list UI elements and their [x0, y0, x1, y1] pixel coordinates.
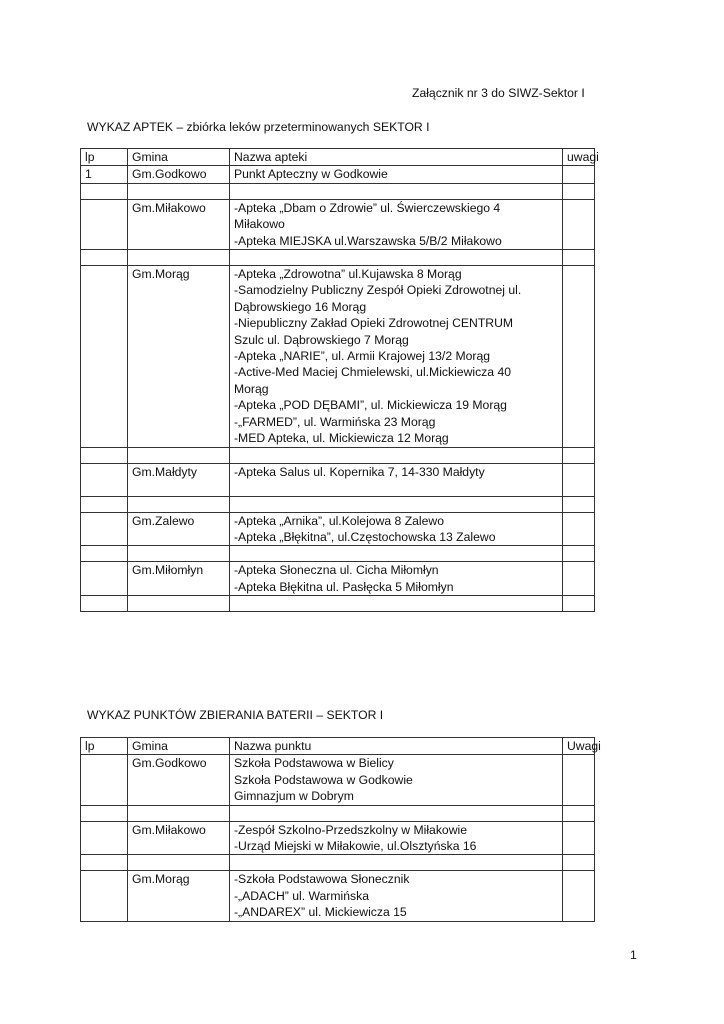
- spacer-row: [81, 855, 595, 871]
- gmina-cell: [128, 447, 230, 463]
- header-lp: lp: [81, 738, 128, 755]
- notes-cell: [563, 755, 595, 805]
- name-cell: [230, 447, 563, 463]
- pharmacy-table: [80, 148, 599, 612]
- entry-line: Dąbrowskiego 16 Morąg: [234, 299, 367, 314]
- header-gmina: Gmina: [128, 738, 230, 755]
- notes-cell: [563, 871, 595, 921]
- notes-cell: [563, 496, 595, 512]
- gmina-cell: [128, 183, 230, 199]
- entry-line: -Apteka Słoneczna ul. Cicha Miłomłyn: [234, 563, 439, 578]
- gmina-cell: [128, 496, 230, 512]
- lp-cell: [81, 199, 128, 249]
- notes-cell: [563, 596, 595, 612]
- entry-line: -Urząd Miejski w Miłakowie, ul.Olsztyńska 16: [234, 839, 477, 854]
- entry-line: -Niepubliczny Zakład Opieki Zdrowotnej CENTRUM: [234, 316, 514, 331]
- name-cell: [230, 821, 563, 855]
- notes-cell: [563, 183, 595, 199]
- entry-line: Szulc ul. Dąbrowskiego 7 Morąg: [234, 332, 409, 347]
- lp-cell: [81, 596, 128, 612]
- lp-cell: [81, 821, 128, 855]
- notes-cell: [563, 199, 595, 249]
- table-row: [81, 266, 595, 447]
- gmina-cell: Gm.Małdyty: [128, 463, 230, 496]
- header-gmina: Gmina: [128, 149, 230, 166]
- entry-line: -Samodzielny Publiczny Zespół Opieki Zdrowotnej ul.: [234, 283, 522, 298]
- entry-line: -„ANDAREX” ul. Mickiewicza 15: [234, 905, 407, 920]
- entry-line: -„ADACH” ul. Warmińska: [234, 888, 369, 903]
- name-cell: [230, 546, 563, 562]
- entry-line: -Apteka Błękitna ul. Pasłęcka 5 Miłomłyn: [234, 579, 454, 594]
- table-row: [81, 166, 595, 183]
- pharmacy-list-title: WYKAZ APTEK – zbiórka leków przeterminowanych SEKTOR I: [87, 120, 430, 134]
- name-cell: [230, 871, 563, 921]
- entry-line: -Apteka „POD DĘBAMI”, ul. Mickiewicza 19 Morąg: [234, 398, 507, 413]
- lp-cell: [81, 871, 128, 921]
- lp-cell: [81, 183, 128, 199]
- lp-cell: 1: [81, 166, 128, 183]
- lp-cell: [81, 266, 128, 447]
- lp-cell: [81, 805, 128, 821]
- gmina-cell: [128, 596, 230, 612]
- entry-line: Szkoła Podstawowa w Godkowie: [234, 772, 413, 787]
- header-notes: Uwagi: [563, 738, 595, 755]
- entry-line: -Szkoła Podstawowa Słonecznik: [234, 872, 410, 887]
- notes-cell: [563, 463, 595, 496]
- spacer-row: [81, 447, 595, 463]
- name-cell: [230, 496, 563, 512]
- entry-line: -Zespół Szkolno-Przedszkolny w Miłakowie: [234, 822, 467, 837]
- table-row: [81, 755, 595, 805]
- gmina-cell: Gm.Zalewo: [128, 512, 230, 546]
- battery-points-table: [80, 737, 601, 922]
- gmina-cell: [128, 250, 230, 266]
- notes-cell: [563, 821, 595, 855]
- name-cell: [230, 250, 563, 266]
- name-cell: [230, 805, 563, 821]
- lp-cell: [81, 755, 128, 805]
- name-cell: [230, 463, 563, 496]
- lp-cell: [81, 447, 128, 463]
- table-row: [81, 512, 595, 546]
- name-cell: [230, 183, 563, 199]
- entry-line: -„FARMED”, ul. Warmińska 23 Morąg: [234, 414, 436, 429]
- lp-cell: [81, 250, 128, 266]
- table-header-row: [81, 738, 595, 755]
- entry-line: Szkoła Podstawowa w Bielicy: [234, 756, 394, 771]
- lp-cell: [81, 546, 128, 562]
- spacer-row: [81, 496, 595, 512]
- gmina-cell: Gm.Morąg: [128, 266, 230, 447]
- entry-line: Morąg: [234, 381, 269, 396]
- entry-line: -Apteka „Błękitna”, ul.Częstochowska 13 Zalewo: [234, 529, 496, 544]
- lp-cell: [81, 463, 128, 496]
- notes-cell: [563, 546, 595, 562]
- table-row: [81, 562, 595, 596]
- spacer-row: [81, 183, 595, 199]
- gmina-cell: Gm.Morąg: [128, 871, 230, 921]
- gmina-cell: [128, 546, 230, 562]
- entry-line: -Apteka „Arnika”, ul.Kolejowa 8 Zalewo: [234, 513, 444, 528]
- notes-cell: [563, 447, 595, 463]
- lp-cell: [81, 562, 128, 596]
- entry-line: -Active-Med Maciej Chmielewski, ul.Mickiewicza 40: [234, 365, 511, 380]
- notes-cell: [563, 512, 595, 546]
- entry-line: -Apteka „NARIE”, ul. Armii Krajowej 13/2 Morąg: [234, 349, 491, 364]
- notes-cell: [563, 166, 595, 183]
- name-cell: [230, 512, 563, 546]
- table-row: [81, 821, 595, 855]
- table-header-row: [81, 149, 595, 166]
- header-lp: lp: [81, 149, 128, 166]
- entry-line: Miłakowo: [234, 217, 285, 232]
- table-row: [81, 463, 595, 496]
- name-cell: [230, 596, 563, 612]
- entry-line: -Apteka „Zdrowotna” ul.Kujawska 8 Morąg: [234, 267, 462, 282]
- name-cell: [230, 266, 563, 447]
- entry-line: -MED Apteka, ul. Mickiewicza 12 Morąg: [234, 431, 449, 446]
- entry-line: -Apteka Salus ul. Kopernika 7, 14-330 Małdyty: [234, 464, 485, 479]
- spacer-row: [81, 250, 595, 266]
- table-row: [81, 199, 595, 249]
- spacer-row: [81, 546, 595, 562]
- lp-cell: [81, 855, 128, 871]
- name-cell: [230, 166, 563, 183]
- notes-cell: [563, 250, 595, 266]
- attachment-note: Załącznik nr 3 do SIWZ-Sektor I: [412, 86, 585, 100]
- notes-cell: [563, 855, 595, 871]
- gmina-cell: Gm.Godkowo: [128, 166, 230, 183]
- gmina-cell: Gm.Miłakowo: [128, 821, 230, 855]
- gmina-cell: [128, 855, 230, 871]
- name-cell: [230, 562, 563, 596]
- header-name: Nazwa punktu: [230, 738, 563, 755]
- table-row: [81, 871, 595, 921]
- lp-cell: [81, 496, 128, 512]
- gmina-cell: [128, 805, 230, 821]
- header-notes: uwagi: [563, 149, 595, 166]
- entry-line: Gimnazjum w Dobrym: [234, 789, 354, 804]
- gmina-cell: Gm.Miłomłyn: [128, 562, 230, 596]
- spacer-row: [81, 805, 595, 821]
- notes-cell: [563, 805, 595, 821]
- lp-cell: [81, 512, 128, 546]
- entry-line: Punkt Apteczny w Godkowie: [234, 167, 388, 182]
- entry-line: -Apteka MIEJSKA ul.Warszawska 5/B/2 Miłakowo: [234, 233, 502, 248]
- gmina-cell: Gm.Godkowo: [128, 755, 230, 805]
- name-cell: [230, 855, 563, 871]
- notes-cell: [563, 266, 595, 447]
- name-cell: [230, 199, 563, 249]
- notes-cell: [563, 562, 595, 596]
- spacer-row: [81, 596, 595, 612]
- entry-line: -Apteka „Dbam o Zdrowie” ul. Świerczewskiego 4: [234, 200, 501, 215]
- page-number: 1: [630, 948, 637, 962]
- name-cell: [230, 755, 563, 805]
- battery-points-title: WYKAZ PUNKTÓW ZBIERANIA BATERII – SEKTOR I: [87, 708, 384, 722]
- gmina-cell: Gm.Miłakowo: [128, 199, 230, 249]
- header-name: Nazwa apteki: [230, 149, 563, 166]
